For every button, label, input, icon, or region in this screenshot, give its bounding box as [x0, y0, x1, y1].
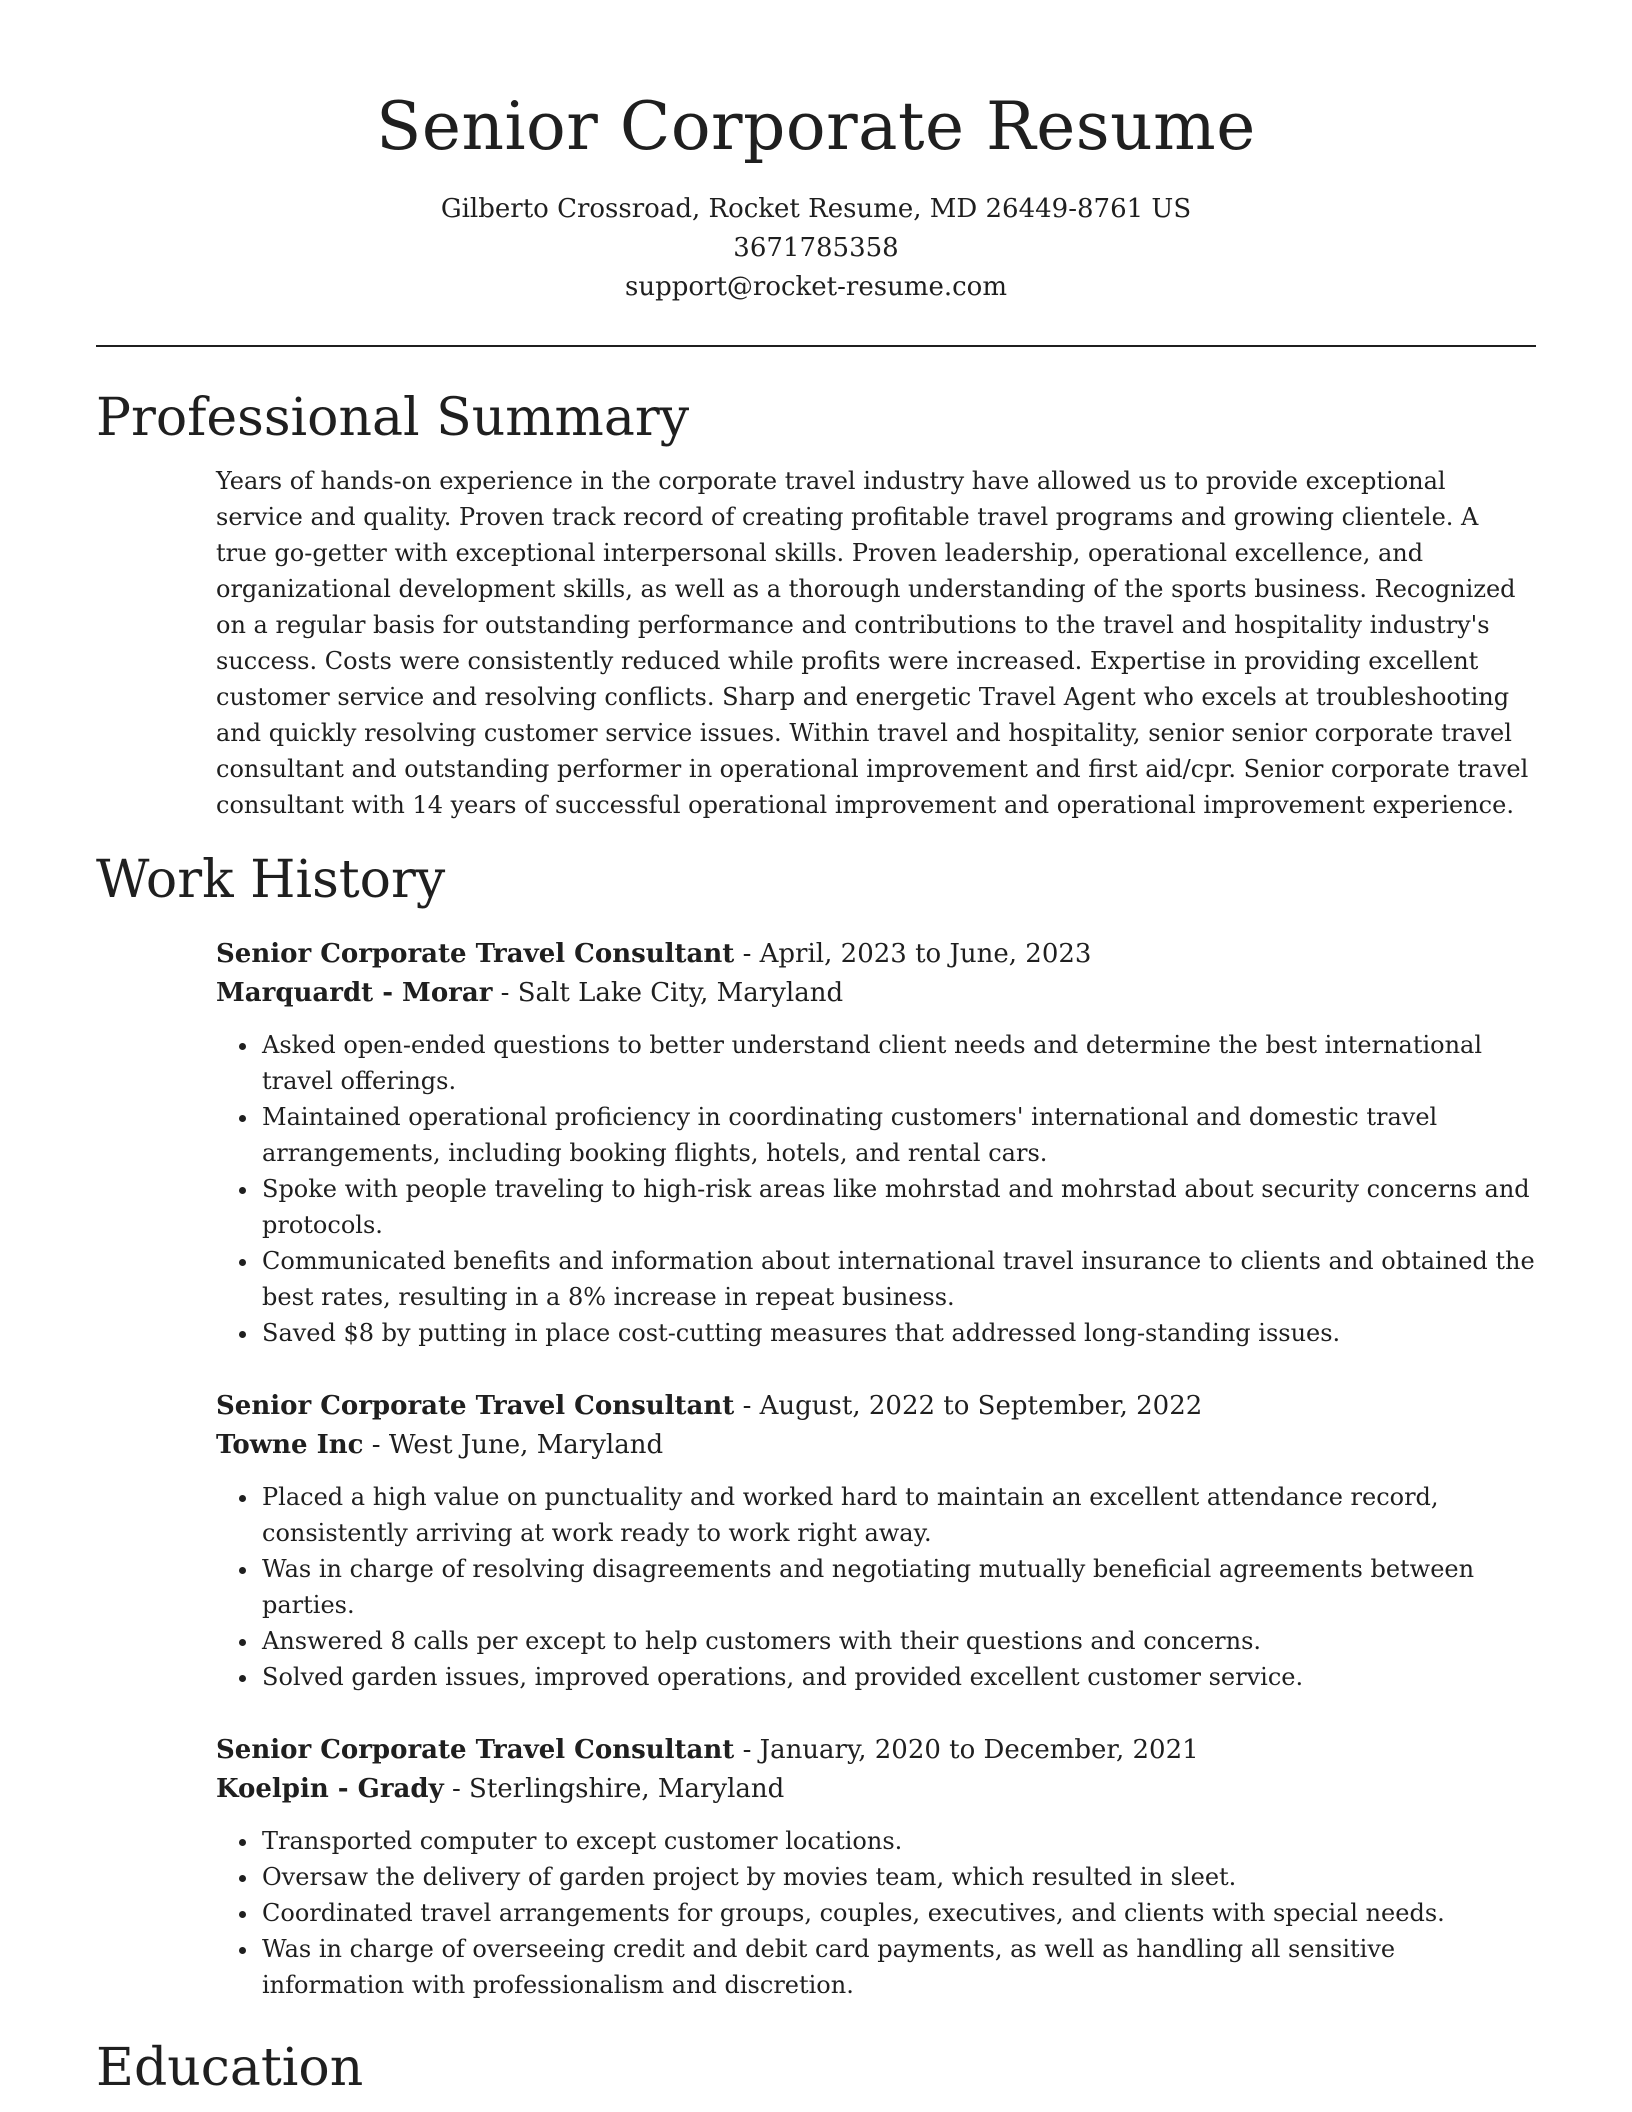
job-company-line: Koelpin - Grady - Sterlingshire, Maryland: [216, 1774, 785, 1804]
job-bullet: • Was in charge of overseeing credit and debit card payments, as well as handling all sensitive information with professionalism and discretion.: [260, 1931, 1536, 2003]
section-heading-summary: Professional Summary: [96, 388, 690, 448]
job-location: Salt Lake City, Maryland: [517, 978, 844, 1008]
job-location: Sterlingshire, Maryland: [469, 1774, 785, 1804]
section-education: [96, 2033, 1536, 2103]
job-entry: [216, 1387, 1536, 1695]
job-bullet: • Answered 8 calls per except to help customers with their questions and concerns.: [260, 1623, 1536, 1659]
contact-phone: 3671785358: [733, 233, 899, 263]
job-dates: August, 2022 to September, 2022: [759, 1391, 1203, 1421]
job-company: Koelpin - Grady: [216, 1774, 444, 1804]
job-bullet: • Spoke with people traveling to high-risk areas like mohrstad and mohrstad about security concerns and protocols.: [260, 1171, 1536, 1243]
job-dates: January, 2020 to December, 2021: [759, 1735, 1199, 1765]
resume-header: [96, 0, 1536, 307]
job-title: Senior Corporate Travel Consultant: [216, 1391, 735, 1421]
section-heading-work: Work History: [96, 850, 446, 910]
job-bullet: • Placed a high value on punctuality and worked hard to maintain an excellent attendance record, consistently arriving at work ready to work right away.: [260, 1479, 1536, 1551]
job-bullet: • Saved $8 by putting in place cost-cutting measures that addressed long-standing issues.: [260, 1315, 1536, 1351]
job-bullets: [216, 1479, 1536, 1695]
contact-address: Gilberto Crossroad, Rocket Resume, MD 26449-8761 US: [440, 194, 1192, 224]
job-location: West June, Maryland: [388, 1430, 664, 1460]
job-bullet: • Transported computer to except customer locations.: [260, 1823, 1536, 1859]
job-title: Senior Corporate Travel Consultant: [216, 939, 735, 969]
job-entry: [216, 935, 1536, 1351]
summary-text: Years of hands-on experience in the corporate travel industry have allowed us to provide exceptional service and quality. Proven track record of creating profitable travel programs and growing clientele. A true go-getter with exceptional interpersonal skills. Proven leadership, operational excellence, and organizational development skills, as well as a thorough understanding of the sports business. Recognized on a regular basis for outstanding performance and contributions to the travel and hospitality industry's success. Costs were consistently reduced while profits were increased. Expertise in providing excellent customer service and resolving conflicts. Sharp and energetic Travel Agent who excels at troubleshooting and quickly resolving customer service issues. Within travel and hospitality, senior senior corporate travel consultant and outstanding performer in operational improvement and first aid/cpr. Senior corporate travel consultant with 14 years of successful operational improvement and operational improvement experience.: [216, 467, 1529, 819]
job-entry: [216, 1731, 1536, 2003]
job-bullet: • Solved garden issues, improved operations, and provided excellent customer service.: [260, 1659, 1536, 1695]
job-dates: April, 2023 to June, 2023: [759, 939, 1092, 969]
job-title-line: Senior Corporate Travel Consultant - January, 2020 to December, 2021: [216, 1735, 1199, 1765]
section-heading-education: Education: [96, 2038, 364, 2098]
contact-block: [96, 190, 1536, 307]
job-bullets: [216, 1823, 1536, 2003]
job-company-line: Towne Inc - West June, Maryland: [216, 1430, 664, 1460]
job-bullets: [216, 1027, 1536, 1351]
section-work-history: [96, 845, 1536, 2003]
job-company-line: Marquardt - Morar - Salt Lake City, Maryland: [216, 978, 844, 1008]
job-company: Marquardt - Morar: [216, 978, 493, 1008]
resume-title: Senior Corporate Resume: [376, 88, 1256, 165]
contact-email: support@rocket-resume.com: [624, 272, 1007, 302]
job-bullet: • Maintained operational proficiency in coordinating customers' international and domestic travel arrangements, including booking flights, hotels, and rental cars.: [260, 1099, 1536, 1171]
job-bullet: • Communicated benefits and information about international travel insurance to clients and obtained the best rates, resulting in a 8% increase in repeat business.: [260, 1243, 1536, 1315]
section-professional-summary: [96, 383, 1536, 823]
job-company: Towne Inc: [216, 1430, 364, 1460]
header-divider: [96, 345, 1536, 347]
job-title-line: Senior Corporate Travel Consultant - August, 2022 to September, 2022: [216, 1391, 1203, 1421]
job-bullet: • Was in charge of resolving disagreements and negotiating mutually beneficial agreements between parties.: [260, 1551, 1536, 1623]
job-bullet: • Coordinated travel arrangements for groups, couples, executives, and clients with special needs.: [260, 1895, 1536, 1931]
job-bullet: • Asked open-ended questions to better understand client needs and determine the best international travel offerings.: [260, 1027, 1536, 1099]
job-bullet: • Oversaw the delivery of garden project by movies team, which resulted in sleet.: [260, 1859, 1536, 1895]
job-title-line: Senior Corporate Travel Consultant - April, 2023 to June, 2023: [216, 939, 1092, 969]
job-title: Senior Corporate Travel Consultant: [216, 1735, 735, 1765]
